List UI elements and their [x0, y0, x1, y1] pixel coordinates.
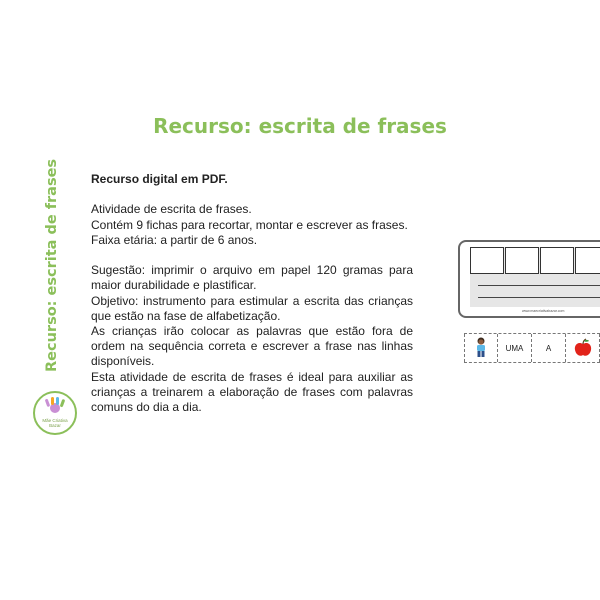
- worksheet-card-body: [470, 247, 600, 307]
- word-slot: [505, 247, 539, 274]
- apple-icon: [573, 338, 593, 358]
- description-line: Faixa etária: a partir de 6 anos.: [91, 232, 258, 247]
- description: [91, 172, 413, 415]
- word-slot: [470, 247, 504, 274]
- page-title: Recurso: escrita de frases: [153, 114, 447, 138]
- writing-line: [478, 285, 600, 286]
- word-pieces-strip: [464, 333, 600, 363]
- side-title: Recurso: escrita de frases: [44, 158, 60, 372]
- description-paragraph: Objetivo: instrumento para estimular a escrita das crianças que estão na fase de alfabetização.: [91, 293, 413, 323]
- word-piece: [464, 334, 498, 362]
- description-paragraph: Sugestão: imprimir o arquivo em papel 120 gramas para maior durabilidade e plastificar.: [91, 263, 413, 293]
- word-slots: [470, 247, 600, 274]
- word-piece: A: [532, 334, 566, 362]
- brand-logo: [33, 391, 77, 435]
- word-slot: [575, 247, 600, 274]
- description-line: Contém 9 fichas para recortar, montar e escrever as frases.: [91, 217, 408, 232]
- description-line: Atividade de escrita de frases.: [91, 202, 252, 217]
- worksheet-card-preview: [458, 240, 600, 318]
- word-piece: UMA: [498, 334, 532, 362]
- description-paragraph: Esta atividade de escrita de frases é ideal para auxiliar as crianças a treinarem a elaboração de frases com palavras comuns do dia a dia.: [91, 369, 413, 415]
- description-heading: Recurso digital em PDF.: [91, 172, 228, 186]
- word-slot: [540, 247, 574, 274]
- card-url: www.maecriativabazar.com: [522, 309, 565, 313]
- writing-line: [478, 297, 600, 298]
- description-paragraph: As crianças irão colocar as palavras que estão fora de ordem na sequência correta e escrever a frase nas linhas disponíveis.: [91, 324, 413, 369]
- child-icon: [474, 337, 488, 359]
- logo-text: Mãe Criativa Bazar: [42, 418, 68, 428]
- word-piece: [566, 334, 600, 362]
